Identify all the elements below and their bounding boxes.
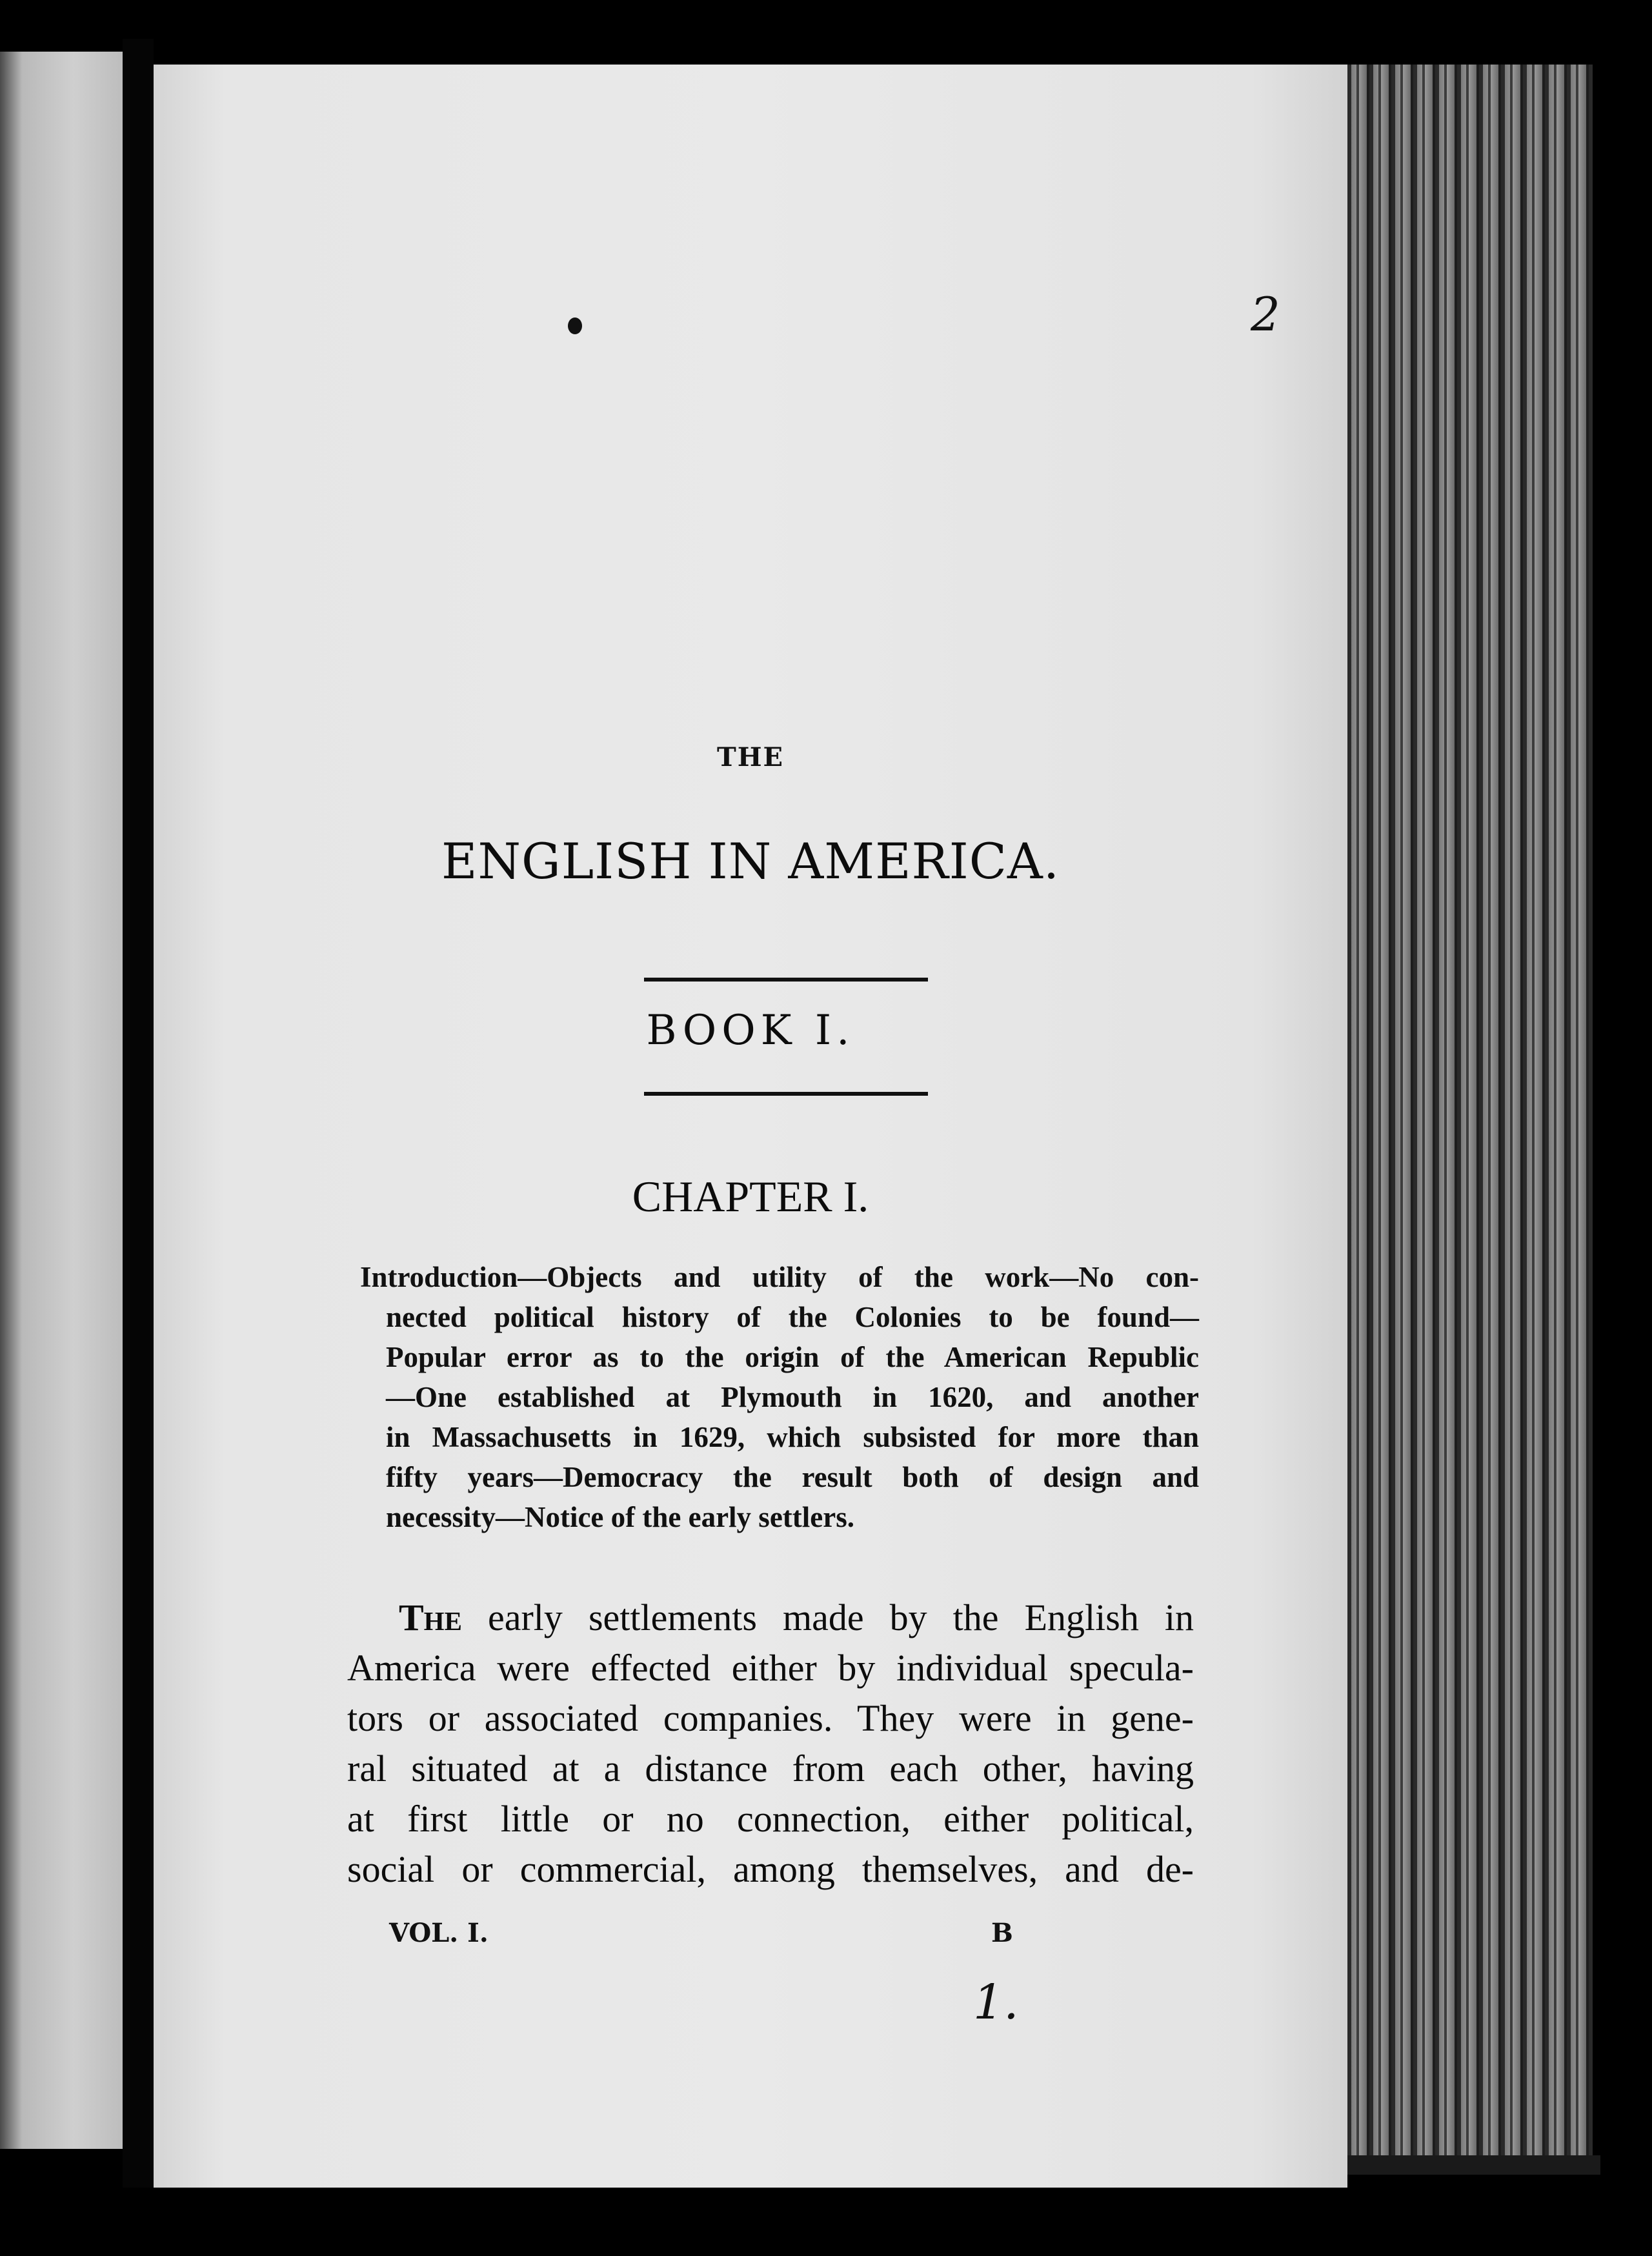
page-edge-bottom <box>1329 2155 1600 2175</box>
summary-line: necessity—Notice of the early settlers. <box>386 1501 854 1533</box>
body-line: social or commercial, among themselves, and de- <box>347 1848 1194 1890</box>
body-first-line-text: early settlements made by the English in <box>461 1596 1194 1638</box>
body-lead-word: The <box>399 1596 462 1638</box>
book-heading: BOOK I. <box>646 1007 855 1054</box>
chapter-summary <box>360 1257 1199 1537</box>
summary-line: fifty years—Democracy the result both of design and <box>386 1461 1199 1493</box>
body-line: ral situated at a distance from each other, having <box>347 1747 1194 1789</box>
page-edge-stack <box>1347 65 1593 2168</box>
footer-signature-mark: B <box>991 1918 1013 1948</box>
summary-line: in Massachusetts in 1629, which subsisted for more than <box>386 1421 1199 1453</box>
previous-page-edge <box>0 52 123 2149</box>
summary-line: nected political history of the Colonies to be found— <box>386 1301 1199 1333</box>
body-line: at first little or no connection, either political, <box>347 1798 1194 1840</box>
ink-spot <box>568 317 582 334</box>
summary-line: Popular error as to the origin of the American Republic <box>386 1341 1199 1373</box>
chapter-heading: CHAPTER I. <box>632 1172 869 1221</box>
body-text <box>347 1593 1194 1895</box>
book-title: ENGLISH IN AMERICA. <box>441 832 1060 890</box>
footer-volume: VOL. I. <box>389 1918 489 1948</box>
rule-top <box>644 978 928 982</box>
body-line <box>347 1593 1194 1643</box>
summary-line: —One established at Plymouth in 1620, and another <box>386 1381 1199 1413</box>
book-page <box>154 65 1347 2188</box>
summary-line: Introduction—Objects and utility of the work—No con- <box>360 1261 1199 1293</box>
rule-bottom <box>644 1092 928 1096</box>
body-line: America were effected either by individual specula- <box>347 1647 1194 1689</box>
book-gutter <box>123 39 154 2188</box>
title-the: THE <box>716 742 785 772</box>
handwritten-folio-number: 2 <box>1251 287 1280 341</box>
handwritten-page-number: 1. <box>973 1975 1019 2030</box>
body-line: tors or associated companies. They were in gene- <box>347 1697 1194 1739</box>
